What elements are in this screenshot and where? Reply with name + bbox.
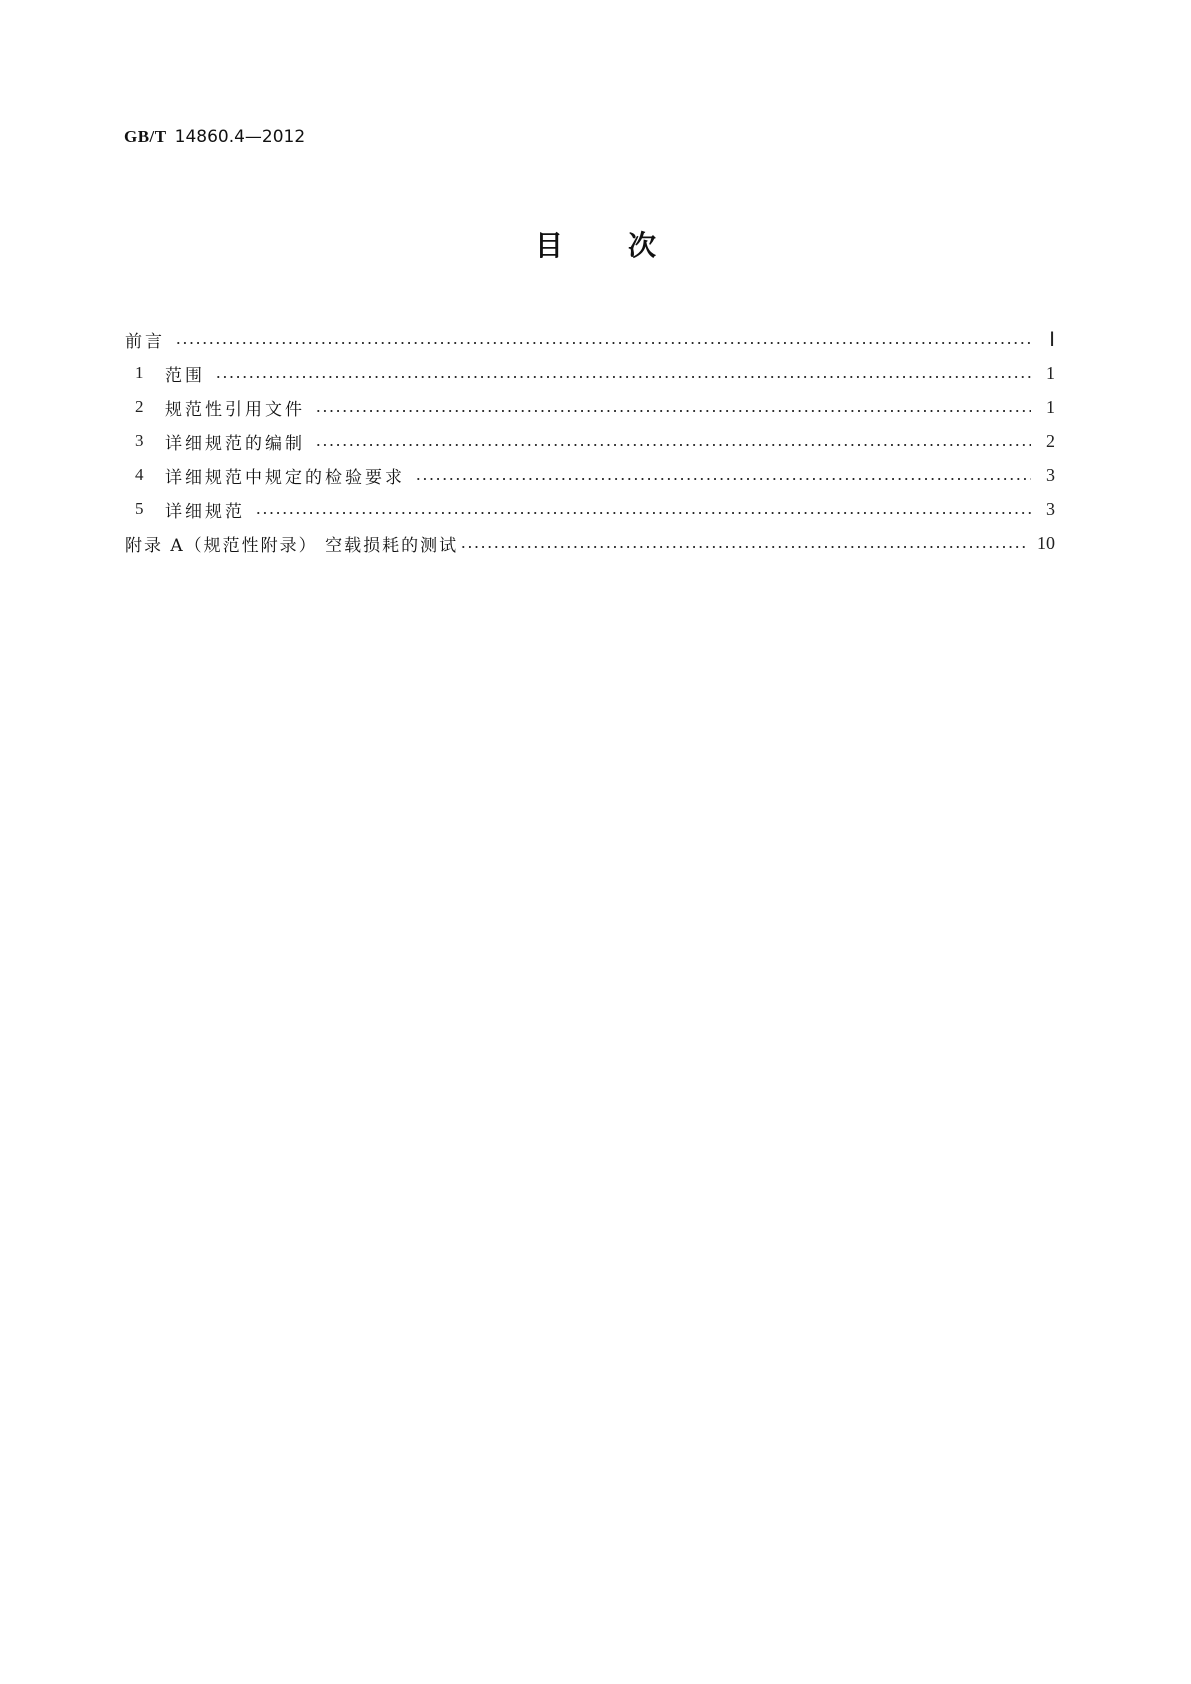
dot-leader xyxy=(255,511,1031,515)
toc-label: 详细规范中规定的检验要求 xyxy=(165,467,405,488)
title-char-2: 次 xyxy=(628,229,657,262)
toc-entry-3[interactable] xyxy=(135,428,1055,454)
toc-label: 范围 xyxy=(165,365,205,386)
toc-label: 详细规范的编制 xyxy=(165,433,305,454)
toc-label: 前言 xyxy=(125,331,165,352)
dot-leader xyxy=(415,477,1031,481)
toc-entry-2[interactable] xyxy=(135,394,1055,420)
toc-number: 5 xyxy=(135,499,144,518)
dot-leader xyxy=(315,443,1031,447)
toc-entry-1[interactable] xyxy=(135,360,1055,386)
dot-leader xyxy=(460,545,1027,549)
toc-label: 附录 A（规范性附录） 空载损耗的测试 xyxy=(125,535,459,556)
toc-entry-5[interactable] xyxy=(135,496,1055,522)
toc-page: Ⅰ xyxy=(1049,328,1055,351)
dot-leader xyxy=(315,409,1031,413)
toc-page: 3 xyxy=(1046,464,1055,485)
title-char-1: 目 xyxy=(535,229,564,262)
dot-leader xyxy=(215,375,1031,379)
toc-page: 2 xyxy=(1046,430,1055,451)
toc-page: 10 xyxy=(1037,532,1055,553)
document-header xyxy=(124,126,305,148)
toc-label: 规范性引用文件 xyxy=(165,399,305,420)
dot-leader xyxy=(175,341,1031,345)
toc-entry-4[interactable] xyxy=(135,462,1055,488)
toc-entry-appendix-a[interactable] xyxy=(125,530,1055,556)
toc-page: 3 xyxy=(1046,498,1055,519)
toc-label: 详细规范 xyxy=(165,501,245,522)
standard-prefix: GB/T xyxy=(124,127,167,146)
toc-number: 1 xyxy=(135,363,144,382)
toc-number: 3 xyxy=(135,431,144,450)
toc-page: 1 xyxy=(1046,362,1055,383)
toc-number: 2 xyxy=(135,397,144,416)
toc-number: 4 xyxy=(135,465,144,484)
toc-entry-foreword[interactable] xyxy=(125,326,1055,352)
toc-page: 1 xyxy=(1046,396,1055,417)
standard-number: 14860.4—2012 xyxy=(174,127,306,147)
